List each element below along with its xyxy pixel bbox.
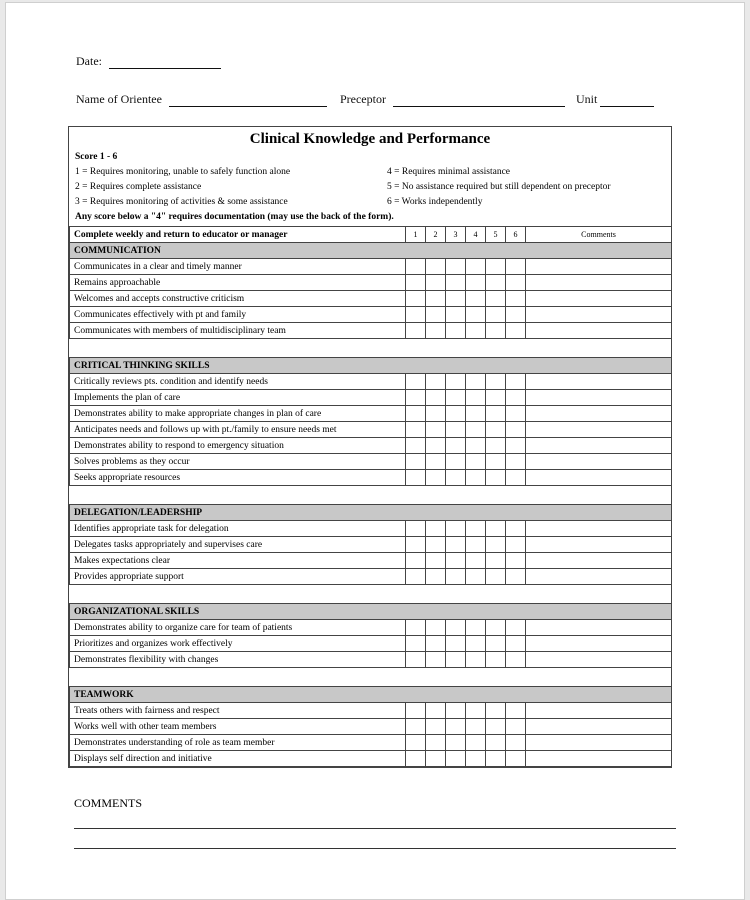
- score-cell[interactable]: [506, 291, 526, 307]
- table-row: [70, 735, 672, 751]
- comment-cell[interactable]: [526, 323, 672, 339]
- section-spacer: [70, 668, 672, 687]
- score-cell[interactable]: [506, 323, 526, 339]
- score-cell[interactable]: [446, 454, 466, 470]
- comment-cell[interactable]: [526, 438, 672, 454]
- score-cell[interactable]: [506, 406, 526, 422]
- score-cell[interactable]: [466, 374, 486, 390]
- score-cell[interactable]: [486, 620, 506, 636]
- table-row: [70, 703, 672, 719]
- table-row: [70, 374, 672, 390]
- criterion-label: Treats others with fairness and respect: [70, 703, 406, 719]
- comment-cell[interactable]: [526, 454, 672, 470]
- score-cell[interactable]: [466, 652, 486, 668]
- section-header-row: [70, 243, 672, 259]
- criterion-label: Seeks appropriate resources: [70, 470, 406, 486]
- score-cell[interactable]: [426, 553, 446, 569]
- score-cell[interactable]: [506, 390, 526, 406]
- score-cell[interactable]: [466, 259, 486, 275]
- score-cell[interactable]: [426, 652, 446, 668]
- comment-cell[interactable]: [526, 569, 672, 585]
- score-cell[interactable]: [406, 735, 426, 751]
- legend-item: 4 = Requires minimal assistance: [387, 167, 511, 177]
- score-cell[interactable]: [486, 438, 506, 454]
- score-cell[interactable]: [486, 307, 506, 323]
- criterion-label: Prioritizes and organizes work effectively: [70, 636, 406, 652]
- comment-cell[interactable]: [526, 553, 672, 569]
- score-cell[interactable]: [466, 569, 486, 585]
- score-cell[interactable]: [486, 703, 506, 719]
- score-cell[interactable]: [466, 323, 486, 339]
- score-cell[interactable]: [426, 454, 446, 470]
- score-cell[interactable]: [466, 719, 486, 735]
- score-cell[interactable]: [406, 374, 426, 390]
- table-row: [70, 652, 672, 668]
- table-row: [70, 537, 672, 553]
- score-cell[interactable]: [486, 259, 506, 275]
- table-row: [70, 553, 672, 569]
- legend-item: 5 = No assistance required but still dependent on preceptor: [387, 182, 611, 192]
- score-cell[interactable]: [486, 406, 506, 422]
- criterion-label: Delegates tasks appropriately and supervises care: [70, 537, 406, 553]
- score-cell[interactable]: [406, 307, 426, 323]
- comment-cell[interactable]: [526, 406, 672, 422]
- score-cell[interactable]: [486, 569, 506, 585]
- comments-label: COMMENTS: [74, 796, 143, 810]
- score-cell[interactable]: [506, 259, 526, 275]
- criterion-label: Identifies appropriate task for delegation: [70, 521, 406, 537]
- score-cell[interactable]: [486, 537, 506, 553]
- score-cell[interactable]: [426, 275, 446, 291]
- criterion-label: Communicates effectively with pt and family: [70, 307, 406, 323]
- table-header-row: [70, 227, 672, 243]
- comment-cell[interactable]: [526, 422, 672, 438]
- table-row: [70, 454, 672, 470]
- score-cell[interactable]: [446, 751, 466, 767]
- score-cell[interactable]: [446, 703, 466, 719]
- comment-cell[interactable]: [526, 275, 672, 291]
- comments-line[interactable]: [74, 828, 676, 829]
- score-cell[interactable]: [486, 275, 506, 291]
- score-cell[interactable]: [446, 470, 466, 486]
- orientee-label: Name of Orientee: [76, 92, 162, 106]
- score-cell[interactable]: [406, 569, 426, 585]
- score-cell[interactable]: [426, 291, 446, 307]
- score-cell[interactable]: [446, 406, 466, 422]
- score-cell[interactable]: [506, 636, 526, 652]
- comment-cell[interactable]: [526, 374, 672, 390]
- score-cell[interactable]: [506, 275, 526, 291]
- score-cell[interactable]: [506, 307, 526, 323]
- score-cell[interactable]: [406, 259, 426, 275]
- score-cell[interactable]: [506, 438, 526, 454]
- score-cell[interactable]: [406, 537, 426, 553]
- score-cell[interactable]: [466, 553, 486, 569]
- instructions-cell: Complete weekly and return to educator or manager: [70, 227, 406, 243]
- section-spacer: [70, 339, 672, 358]
- score-cell[interactable]: [446, 374, 466, 390]
- unit-field[interactable]: [600, 94, 654, 107]
- criterion-label: Demonstrates ability to respond to emergency situation: [70, 438, 406, 454]
- table-row: [70, 307, 672, 323]
- score-cell[interactable]: [426, 620, 446, 636]
- criterion-label: Works well with other team members: [70, 719, 406, 735]
- criterion-label: Demonstrates understanding of role as team member: [70, 735, 406, 751]
- spacer-cell: [70, 486, 672, 505]
- score-cell[interactable]: [406, 553, 426, 569]
- criterion-label: Makes expectations clear: [70, 553, 406, 569]
- section-title: COMMUNICATION: [70, 243, 672, 259]
- score-cell[interactable]: [486, 374, 506, 390]
- criterion-label: Communicates with members of multidisciplinary team: [70, 323, 406, 339]
- evaluation-table: [69, 226, 672, 767]
- score-cell[interactable]: [486, 470, 506, 486]
- score-cell[interactable]: [446, 735, 466, 751]
- score-cell[interactable]: [466, 470, 486, 486]
- score-cell[interactable]: [506, 374, 526, 390]
- criterion-label: Welcomes and accepts constructive criticism: [70, 291, 406, 307]
- score-cell[interactable]: [506, 537, 526, 553]
- score-cell[interactable]: [466, 390, 486, 406]
- score-cell[interactable]: [426, 470, 446, 486]
- comments-line[interactable]: [74, 848, 676, 849]
- score-cell[interactable]: [406, 438, 426, 454]
- score-cell[interactable]: [466, 537, 486, 553]
- date-field[interactable]: [109, 56, 221, 69]
- score-cell[interactable]: [426, 422, 446, 438]
- score-cell[interactable]: [446, 275, 466, 291]
- score-cell[interactable]: [426, 636, 446, 652]
- score-cell[interactable]: [466, 521, 486, 537]
- score-cell[interactable]: [426, 438, 446, 454]
- score-cell[interactable]: [466, 751, 486, 767]
- table-row: [70, 636, 672, 652]
- section-title: CRITICAL THINKING SKILLS: [70, 358, 672, 374]
- score-cell[interactable]: [466, 422, 486, 438]
- table-row: [70, 406, 672, 422]
- score-cell[interactable]: [506, 422, 526, 438]
- legend-item: 6 = Works independently: [387, 197, 483, 207]
- score-cell[interactable]: [406, 652, 426, 668]
- score-cell[interactable]: [486, 454, 506, 470]
- table-row: [70, 390, 672, 406]
- criterion-label: Solves problems as they occur: [70, 454, 406, 470]
- score-cell[interactable]: [446, 719, 466, 735]
- score-cell[interactable]: [486, 735, 506, 751]
- section-title: TEAMWORK: [70, 687, 672, 703]
- comment-cell[interactable]: [526, 636, 672, 652]
- score-cell[interactable]: [506, 470, 526, 486]
- comment-cell[interactable]: [526, 470, 672, 486]
- legend-item: 3 = Requires monitoring of activities & some assistance: [75, 197, 288, 207]
- section-spacer: [70, 585, 672, 604]
- score-cell[interactable]: [426, 521, 446, 537]
- table-row: [70, 438, 672, 454]
- table-row: [70, 751, 672, 767]
- comment-cell[interactable]: [526, 703, 672, 719]
- score-header: 6: [506, 227, 526, 243]
- score-cell[interactable]: [446, 537, 466, 553]
- comment-cell[interactable]: [526, 719, 672, 735]
- comment-cell[interactable]: [526, 735, 672, 751]
- score-cell[interactable]: [426, 259, 446, 275]
- score-cell[interactable]: [406, 323, 426, 339]
- score-cell[interactable]: [466, 636, 486, 652]
- score-cell[interactable]: [466, 620, 486, 636]
- score-cell[interactable]: [406, 422, 426, 438]
- score-cell[interactable]: [406, 470, 426, 486]
- date-label: Date:: [76, 54, 102, 68]
- score-cell[interactable]: [426, 751, 446, 767]
- score-cell[interactable]: [426, 569, 446, 585]
- score-cell[interactable]: [466, 703, 486, 719]
- section-title: DELEGATION/LEADERSHIP: [70, 505, 672, 521]
- comment-cell[interactable]: [526, 307, 672, 323]
- legend-item: 2 = Requires complete assistance: [75, 182, 202, 192]
- score-cell[interactable]: [426, 735, 446, 751]
- score-header: 4: [466, 227, 486, 243]
- score-cell[interactable]: [446, 521, 466, 537]
- section-title: ORGANIZATIONAL SKILLS: [70, 604, 672, 620]
- table-row: [70, 470, 672, 486]
- score-cell[interactable]: [466, 406, 486, 422]
- spacer-cell: [70, 668, 672, 687]
- score-cell[interactable]: [446, 323, 466, 339]
- preceptor-field[interactable]: [393, 94, 565, 107]
- score-cell[interactable]: [406, 703, 426, 719]
- form-title: Clinical Knowledge and Performance: [249, 131, 491, 147]
- table-row: [70, 275, 672, 291]
- score-cell[interactable]: [486, 553, 506, 569]
- score-cell[interactable]: [426, 537, 446, 553]
- section-header-row: [70, 358, 672, 374]
- section-spacer: [70, 486, 672, 505]
- score-cell[interactable]: [486, 390, 506, 406]
- score-cell[interactable]: [466, 307, 486, 323]
- comment-cell[interactable]: [526, 259, 672, 275]
- criterion-label: Implements the plan of care: [70, 390, 406, 406]
- score-cell[interactable]: [426, 323, 446, 339]
- comment-cell[interactable]: [526, 390, 672, 406]
- comment-cell[interactable]: [526, 537, 672, 553]
- table-row: [70, 620, 672, 636]
- score-cell[interactable]: [446, 553, 466, 569]
- score-cell[interactable]: [486, 291, 506, 307]
- unit-label: Unit: [575, 92, 598, 106]
- criterion-label: Critically reviews pts. condition and identify needs: [70, 374, 406, 390]
- score-header: 5: [486, 227, 506, 243]
- score-cell[interactable]: [426, 406, 446, 422]
- score-cell[interactable]: [446, 652, 466, 668]
- score-cell[interactable]: [506, 521, 526, 537]
- score-cell[interactable]: [466, 291, 486, 307]
- criterion-label: Demonstrates flexibility with changes: [70, 652, 406, 668]
- score-cell[interactable]: [466, 438, 486, 454]
- spacer-cell: [70, 585, 672, 604]
- date-row: [76, 54, 221, 69]
- score-legend: [69, 150, 671, 226]
- table-row: [70, 569, 672, 585]
- comment-cell[interactable]: [526, 652, 672, 668]
- score-cell[interactable]: [506, 620, 526, 636]
- score-cell[interactable]: [406, 636, 426, 652]
- score-cell[interactable]: [426, 703, 446, 719]
- legend-item: 1 = Requires monitoring, unable to safely function alone: [75, 167, 291, 177]
- score-label: Score 1 - 6: [75, 152, 118, 162]
- table-row: [70, 422, 672, 438]
- score-cell[interactable]: [426, 390, 446, 406]
- score-cell[interactable]: [486, 751, 506, 767]
- score-cell[interactable]: [446, 422, 466, 438]
- score-cell[interactable]: [466, 275, 486, 291]
- score-cell[interactable]: [506, 719, 526, 735]
- score-cell[interactable]: [486, 636, 506, 652]
- comment-cell[interactable]: [526, 291, 672, 307]
- table-row: [70, 521, 672, 537]
- documentation-note: Any score below a "4" requires documentation (may use the back of the form).: [75, 212, 394, 222]
- score-cell[interactable]: [486, 521, 506, 537]
- evaluation-form: [68, 126, 672, 768]
- criterion-label: Remains approachable: [70, 275, 406, 291]
- score-cell[interactable]: [426, 719, 446, 735]
- score-cell[interactable]: [446, 620, 466, 636]
- score-cell[interactable]: [506, 703, 526, 719]
- table-row: [70, 323, 672, 339]
- score-cell[interactable]: [506, 569, 526, 585]
- score-cell[interactable]: [446, 438, 466, 454]
- score-cell[interactable]: [506, 751, 526, 767]
- criterion-label: Demonstrates ability to organize care for team of patients: [70, 620, 406, 636]
- orientee-field[interactable]: [169, 94, 327, 107]
- score-cell[interactable]: [466, 454, 486, 470]
- criterion-label: Provides appropriate support: [70, 569, 406, 585]
- criterion-label: Anticipates needs and follows up with pt./family to ensure needs met: [70, 422, 406, 438]
- score-cell[interactable]: [506, 735, 526, 751]
- comment-cell[interactable]: [526, 620, 672, 636]
- score-cell[interactable]: [406, 454, 426, 470]
- score-cell[interactable]: [406, 751, 426, 767]
- score-cell[interactable]: [406, 521, 426, 537]
- score-cell[interactable]: [406, 291, 426, 307]
- score-header: 3: [446, 227, 466, 243]
- score-cell[interactable]: [406, 719, 426, 735]
- comments-header: Comments: [526, 227, 672, 243]
- legend-right: [387, 165, 611, 210]
- criterion-label: Displays self direction and initiative: [70, 751, 406, 767]
- table-row: [70, 291, 672, 307]
- comment-cell[interactable]: [526, 521, 672, 537]
- score-cell[interactable]: [406, 275, 426, 291]
- criterion-label: Communicates in a clear and timely manner: [70, 259, 406, 275]
- comment-cell[interactable]: [526, 751, 672, 767]
- preceptor-label: Preceptor: [339, 92, 386, 106]
- score-cell[interactable]: [406, 406, 426, 422]
- score-cell[interactable]: [506, 454, 526, 470]
- score-cell[interactable]: [446, 390, 466, 406]
- score-cell[interactable]: [486, 719, 506, 735]
- score-cell[interactable]: [446, 307, 466, 323]
- spacer-cell: [70, 339, 672, 358]
- score-cell[interactable]: [406, 620, 426, 636]
- score-cell[interactable]: [426, 307, 446, 323]
- orientee-row: [76, 92, 672, 107]
- table-row: [70, 259, 672, 275]
- score-cell[interactable]: [486, 323, 506, 339]
- score-header: 1: [406, 227, 426, 243]
- score-cell[interactable]: [506, 553, 526, 569]
- score-cell[interactable]: [426, 374, 446, 390]
- score-cell[interactable]: [446, 291, 466, 307]
- score-cell[interactable]: [406, 390, 426, 406]
- table-row: [70, 719, 672, 735]
- criterion-label: Demonstrates ability to make appropriate changes in plan of care: [70, 406, 406, 422]
- score-cell[interactable]: [446, 569, 466, 585]
- score-header: 2: [426, 227, 446, 243]
- score-cell[interactable]: [506, 652, 526, 668]
- score-cell[interactable]: [466, 735, 486, 751]
- score-cell[interactable]: [446, 259, 466, 275]
- section-header-row: [70, 505, 672, 521]
- section-header-row: [70, 687, 672, 703]
- score-cell[interactable]: [446, 636, 466, 652]
- score-cell[interactable]: [486, 652, 506, 668]
- score-cell[interactable]: [486, 422, 506, 438]
- section-header-row: [70, 604, 672, 620]
